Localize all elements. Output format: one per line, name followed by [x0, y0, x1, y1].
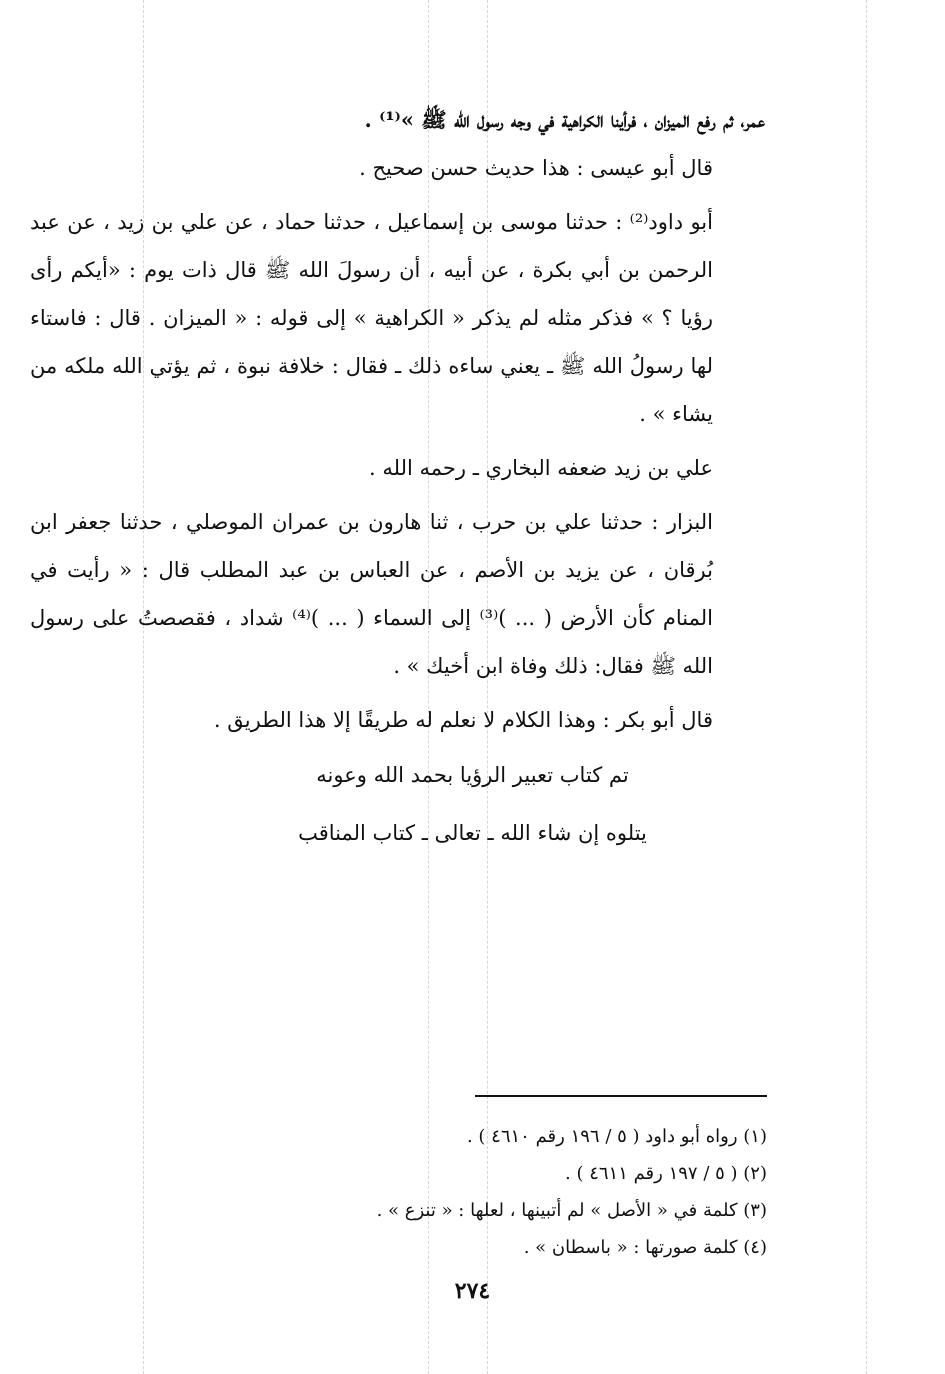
paragraph-bazzar-hadith: البزار : حدثنا علي بن حرب ، ثنا هارون بن عمران الموصلي ، حدثنا جعفر ابن بُرقان ، عن يزيد بن الأصم ، عن العباس بن عبد المطلب قال : « رأيت في المنام كأن الأرض ( ... )⁽³⁾ إلى السماء ( ... )⁽⁴⁾ شداد ، فقصصتُ على رسول الله ﷺ فقال: ذلك وفاة ابن أخيك » .: [30, 510, 713, 678]
paragraph-continuation: عمر، ثم رفع الميزان ، فرأينا الكراهية في وجه رسول الله ﷺ »⁽¹⁾ .: [364, 107, 765, 132]
footnote-separator: [475, 1095, 767, 1097]
footnote-item: (٤) كلمة صورتها : « باسطان » .: [523, 1237, 767, 1258]
next-book-line: يتلوه إن شاء الله ـ تعالى ـ كتاب المناقب: [298, 821, 647, 845]
footnotes: [300, 1118, 767, 1266]
footnote-item: (٣) كلمة في « الأصل » لم أتبينها ، لعلها : « تنزع » .: [376, 1200, 767, 1221]
book-end-line: تم كتاب تعبير الرؤيا بحمد الله وعونه: [316, 763, 629, 787]
paragraph-abu-isa-note: قال أبو عيسى : هذا حديث حسن صحيح .: [359, 156, 713, 180]
footnote-item: (١) رواه أبو داود ( ٥ / ١٩٦ رقم ٤٦١٠ ) .: [466, 1126, 767, 1147]
paragraph-abu-dawud-hadith: أبو داود⁽²⁾ : حدثنا موسى بن إسماعيل ، حدثنا حماد ، عن علي بن زيد ، عن عبد الرحمن بن أبي بكرة ، عن أبيه ، أن رسولَ الله ﷺ قال ذات يوم : «أيكم رأى رؤيا ؟ » فذكر مثله لم يذكر « الكراهية » إلى قوله : « الميزان . قال : فاستاء لها رسولُ الله ﷺ ـ يعني ساءه ذلك ـ فقال : خلافة نبوة ، ثم يؤتي الله ملكه من يشاء » .: [30, 210, 713, 426]
paragraph-abu-bakr-note: قال أبو بكر : وهذا الكلام لا نعلم له طريقًا إلا هذا الطريق .: [213, 708, 713, 732]
scan-guide-line: [866, 0, 867, 1374]
main-text: [30, 96, 765, 744]
paragraph-ali-bin-zaid-note: علي بن زيد ضعفه البخاري ـ رحمه الله .: [369, 456, 713, 480]
page-number: ٢٧٤: [454, 1278, 491, 1304]
footnote-item: (٢) ( ٥ / ١٩٧ رقم ٤٦١١ ) .: [565, 1163, 767, 1184]
